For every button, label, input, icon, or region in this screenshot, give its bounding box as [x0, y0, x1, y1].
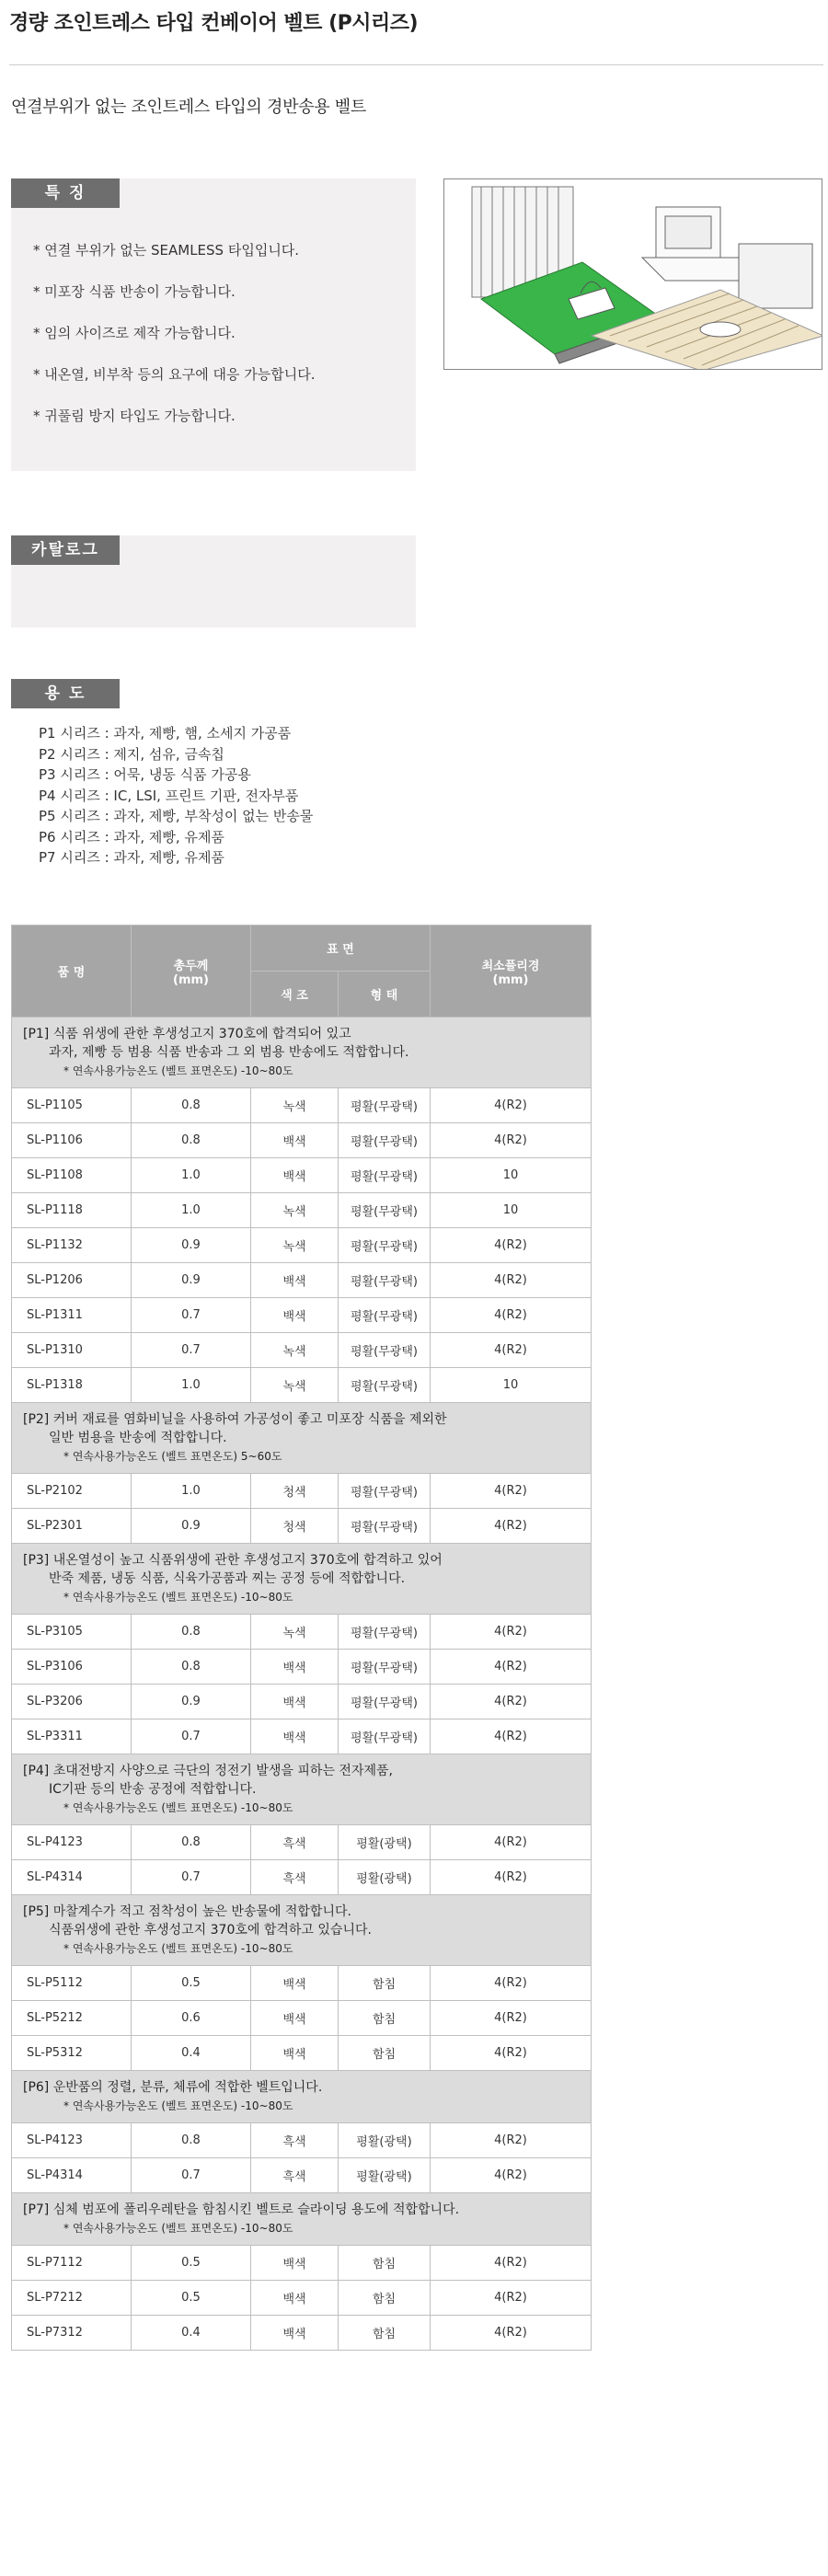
- table-row: [12, 1650, 592, 1685]
- series-description-line: [P5] 마찰계수가 적고 점착성이 높은 반송물에 적합합니다.: [23, 1904, 351, 1919]
- cell-color: 백색: [251, 1685, 339, 1719]
- cell-shape: 평활(광택): [339, 2158, 431, 2193]
- cell-model: SL-P3206: [12, 1685, 132, 1719]
- usage-item: P4 시리즈 : IC, LSI, 프린트 기판, 전자부품: [39, 787, 299, 804]
- series-temperature-note: * 연속사용가능온도 (벨트 표면온도) -10~80도: [63, 1801, 293, 1814]
- table-row: [12, 1474, 592, 1509]
- series-temperature-note: * 연속사용가능온도 (벨트 표면온도) -10~80도: [63, 1064, 293, 1077]
- cell-pulley: 4(R2): [431, 2036, 592, 2071]
- cell-pulley: 4(R2): [431, 1263, 592, 1298]
- feature-item: * 귀풀림 방지 타입도 가능합니다.: [33, 408, 236, 424]
- cell-shape: 평활(무광택): [339, 1615, 431, 1650]
- cell-model: SL-P1206: [12, 1263, 132, 1298]
- cell-shape: 평활(광택): [339, 1825, 431, 1860]
- table-row: [12, 2001, 592, 2036]
- series-description: [12, 1754, 592, 1825]
- series-temperature-note: * 연속사용가능온도 (벨트 표면온도) -10~80도: [63, 2222, 293, 2235]
- cell-shape: 평활(무광택): [339, 1228, 431, 1263]
- cell-shape: 평활(무광택): [339, 1263, 431, 1298]
- cell-shape: 함침: [339, 2316, 431, 2351]
- feature-item: * 연결 부위가 없는 SEAMLESS 타입입니다.: [33, 242, 300, 259]
- cell-thickness: 0.9: [132, 1685, 251, 1719]
- cell-pulley: 4(R2): [431, 1474, 592, 1509]
- title-divider: [9, 64, 823, 65]
- cell-pulley: 4(R2): [431, 2316, 592, 2351]
- series-description-line: 일반 범용을 반송에 적합합니다.: [49, 1431, 227, 1445]
- cell-model: SL-P3105: [12, 1615, 132, 1650]
- cell-color: 청색: [251, 1474, 339, 1509]
- series-group-header: [12, 2193, 592, 2246]
- usage-item: P7 시리즈 : 과자, 제빵, 유제품: [39, 849, 224, 866]
- series-group-header: [12, 1018, 592, 1088]
- series-description: [12, 1018, 592, 1088]
- header-surface: 표 면: [251, 926, 431, 972]
- cell-color: 흑색: [251, 1825, 339, 1860]
- cell-model: SL-P4314: [12, 2158, 132, 2193]
- cell-shape: 평활(무광택): [339, 1158, 431, 1193]
- cell-thickness: 0.8: [132, 1615, 251, 1650]
- cell-color: 백색: [251, 2036, 339, 2071]
- cell-model: SL-P5212: [12, 2001, 132, 2036]
- table-row: [12, 1333, 592, 1368]
- cell-color: 녹색: [251, 1228, 339, 1263]
- cell-pulley: 4(R2): [431, 1719, 592, 1754]
- cell-color: 흑색: [251, 1860, 339, 1895]
- series-temperature-note: * 연속사용가능온도 (벨트 표면온도) -10~80도: [63, 1591, 293, 1604]
- cell-shape: 평활(광택): [339, 2123, 431, 2158]
- feature-item: * 미포장 식품 반송이 가능합니다.: [33, 283, 236, 300]
- series-description: [12, 2071, 592, 2123]
- cell-pulley: 4(R2): [431, 1088, 592, 1123]
- cell-thickness: 0.9: [132, 1263, 251, 1298]
- catalog-tab[interactable]: 카탈로그: [11, 535, 120, 565]
- cell-thickness: 0.8: [132, 2123, 251, 2158]
- cell-model: SL-P4123: [12, 1825, 132, 1860]
- series-description-line: IC기판 등의 반송 공정에 적합합니다.: [49, 1782, 257, 1797]
- cell-thickness: 0.7: [132, 1719, 251, 1754]
- cell-color: 백색: [251, 1298, 339, 1333]
- series-description-line: [P2] 커버 재료를 염화비닐을 사용하여 가공성이 좋고 미포장 식품을 제외한: [23, 1412, 447, 1427]
- header-shape: 형 태: [339, 972, 431, 1018]
- cell-shape: 평활(무광택): [339, 1509, 431, 1544]
- cell-model: SL-P1105: [12, 1088, 132, 1123]
- cell-model: SL-P1132: [12, 1228, 132, 1263]
- series-group-header: [12, 2071, 592, 2123]
- table-row: [12, 1263, 592, 1298]
- cell-thickness: 0.7: [132, 1333, 251, 1368]
- cell-color: 녹색: [251, 1368, 339, 1403]
- series-description-line: [P7] 심체 범포에 폴리우레탄을 함침시킨 벨트로 슬라이딩 용도에 적합합니다.: [23, 2202, 460, 2217]
- cell-thickness: 0.5: [132, 1966, 251, 2001]
- cell-thickness: 0.5: [132, 2281, 251, 2316]
- series-group-header: [12, 1544, 592, 1615]
- table-row: [12, 2246, 592, 2281]
- table-row: [12, 1615, 592, 1650]
- cell-thickness: 0.7: [132, 2158, 251, 2193]
- cell-pulley: 4(R2): [431, 1685, 592, 1719]
- cell-color: 녹색: [251, 1333, 339, 1368]
- usage-item: P6 시리즈 : 과자, 제빵, 유제품: [39, 828, 224, 845]
- cell-color: 백색: [251, 1123, 339, 1158]
- cell-color: 청색: [251, 1509, 339, 1544]
- series-description: [12, 1895, 592, 1966]
- cell-shape: 함침: [339, 2246, 431, 2281]
- series-description-line: 식품위생에 관한 후생성고지 370호에 합격하고 있습니다.: [49, 1923, 372, 1938]
- cell-model: SL-P3311: [12, 1719, 132, 1754]
- cell-shape: 평활(무광택): [339, 1123, 431, 1158]
- cell-model: SL-P7112: [12, 2246, 132, 2281]
- cell-pulley: 4(R2): [431, 2158, 592, 2193]
- cell-thickness: 0.7: [132, 1298, 251, 1333]
- features-tab: 특 징: [11, 178, 120, 208]
- cell-pulley: 4(R2): [431, 1650, 592, 1685]
- usage-item: P1 시리즈 : 과자, 제빵, 햄, 소세지 가공품: [39, 725, 292, 742]
- cell-color: 흑색: [251, 2158, 339, 2193]
- header-thickness: 총두께 (mm): [132, 926, 251, 1018]
- feature-item: * 임의 사이즈로 제작 가능합니다.: [33, 325, 236, 341]
- cell-shape: 함침: [339, 2001, 431, 2036]
- cell-model: SL-P5312: [12, 2036, 132, 2071]
- cell-color: 녹색: [251, 1193, 339, 1228]
- cell-color: 백색: [251, 1719, 339, 1754]
- series-description-line: [P4] 초대전방지 사양으로 극단의 정전기 발생을 피하는 전자제품,: [23, 1764, 393, 1778]
- cell-color: 녹색: [251, 1088, 339, 1123]
- cell-pulley: 10: [431, 1193, 592, 1228]
- table-row: [12, 2123, 592, 2158]
- cell-color: 흑색: [251, 2123, 339, 2158]
- cell-thickness: 0.8: [132, 1825, 251, 1860]
- cell-thickness: 0.5: [132, 2246, 251, 2281]
- cell-shape: 평활(무광택): [339, 1088, 431, 1123]
- cell-model: SL-P2301: [12, 1509, 132, 1544]
- cell-pulley: 4(R2): [431, 2001, 592, 2036]
- cell-pulley: 4(R2): [431, 1333, 592, 1368]
- table-row: [12, 1193, 592, 1228]
- table-row: [12, 1860, 592, 1895]
- cell-thickness: 0.4: [132, 2316, 251, 2351]
- table-row: [12, 1158, 592, 1193]
- header-color: 색 조: [251, 972, 339, 1018]
- table-row: [12, 1719, 592, 1754]
- cell-shape: 평활(무광택): [339, 1650, 431, 1685]
- cell-thickness: 0.8: [132, 1650, 251, 1685]
- cell-model: SL-P1106: [12, 1123, 132, 1158]
- features-list: [33, 241, 315, 448]
- usage-tab: 용 도: [11, 679, 120, 708]
- cell-color: 백색: [251, 2281, 339, 2316]
- cell-color: 백색: [251, 2001, 339, 2036]
- cell-shape: 평활(무광택): [339, 1193, 431, 1228]
- series-description: [12, 1403, 592, 1474]
- cell-shape: 함침: [339, 2281, 431, 2316]
- cell-model: SL-P4123: [12, 2123, 132, 2158]
- cell-color: 백색: [251, 1158, 339, 1193]
- usage-list: [39, 723, 313, 868]
- cell-model: SL-P1118: [12, 1193, 132, 1228]
- cell-color: 백색: [251, 2316, 339, 2351]
- series-description-line: [P3] 내온열성이 높고 식품위생에 관한 후생성고지 370호에 합격하고 있어: [23, 1553, 443, 1568]
- cell-model: SL-P3106: [12, 1650, 132, 1685]
- series-temperature-note: * 연속사용가능온도 (벨트 표면온도) 5~60도: [63, 1450, 282, 1463]
- cell-shape: 평활(무광택): [339, 1368, 431, 1403]
- cell-model: SL-P1311: [12, 1298, 132, 1333]
- page-title: 경량 조인트레스 타입 컨베이어 벨트 (P시리즈): [9, 12, 419, 35]
- page-subtitle: 연결부위가 없는 조인트레스 타입의 경반송용 벨트: [11, 98, 366, 117]
- series-temperature-note: * 연속사용가능온도 (벨트 표면온도) -10~80도: [63, 1942, 293, 1955]
- cell-pulley: 4(R2): [431, 2281, 592, 2316]
- cell-shape: 평활(무광택): [339, 1333, 431, 1368]
- table-row: [12, 2316, 592, 2351]
- cell-pulley: 4(R2): [431, 1123, 592, 1158]
- cell-color: 백색: [251, 1263, 339, 1298]
- series-description-line: [P6] 운반품의 정렬, 분류, 체류에 적합한 벨트입니다.: [23, 2080, 323, 2095]
- cell-shape: 함침: [339, 2036, 431, 2071]
- cell-thickness: 0.8: [132, 1123, 251, 1158]
- series-description: [12, 1544, 592, 1615]
- cell-shape: 평활(무광택): [339, 1719, 431, 1754]
- series-description-line: 반죽 제품, 냉동 식품, 식육가공품과 찌는 공정 등에 적합합니다.: [49, 1571, 406, 1586]
- spec-table-body: [12, 1018, 592, 2351]
- cell-pulley: 4(R2): [431, 1298, 592, 1333]
- cell-thickness: 1.0: [132, 1158, 251, 1193]
- spec-table: [11, 925, 592, 2351]
- cell-shape: 평활(무광택): [339, 1298, 431, 1333]
- cell-thickness: 0.6: [132, 2001, 251, 2036]
- cell-pulley: 4(R2): [431, 1228, 592, 1263]
- cell-color: 녹색: [251, 1615, 339, 1650]
- usage-item: P2 시리즈 : 제지, 섬유, 금속칩: [39, 745, 224, 763]
- cell-pulley: 4(R2): [431, 2246, 592, 2281]
- series-description-line: [P1] 식품 위생에 관한 후생성고지 370호에 합격되어 있고: [23, 1027, 351, 1041]
- cell-shape: 평활(무광택): [339, 1685, 431, 1719]
- series-group-header: [12, 1754, 592, 1825]
- cell-color: 백색: [251, 1966, 339, 2001]
- cell-pulley: 4(R2): [431, 1615, 592, 1650]
- cell-thickness: 1.0: [132, 1368, 251, 1403]
- cell-thickness: 0.8: [132, 1088, 251, 1123]
- cell-color: 백색: [251, 2246, 339, 2281]
- table-row: [12, 2158, 592, 2193]
- usage-item: P5 시리즈 : 과자, 제빵, 부착성이 없는 반송물: [39, 808, 314, 824]
- table-row: [12, 2036, 592, 2071]
- cell-shape: 평활(무광택): [339, 1474, 431, 1509]
- cell-thickness: 0.9: [132, 1228, 251, 1263]
- cell-model: SL-P1108: [12, 1158, 132, 1193]
- table-row: [12, 1298, 592, 1333]
- cell-model: SL-P2102: [12, 1474, 132, 1509]
- usage-item: P3 시리즈 : 어묵, 냉동 식품 가공용: [39, 766, 251, 783]
- cell-pulley: 4(R2): [431, 1509, 592, 1544]
- cell-model: SL-P4314: [12, 1860, 132, 1895]
- cell-model: SL-P1310: [12, 1333, 132, 1368]
- cell-model: SL-P7312: [12, 2316, 132, 2351]
- cell-model: SL-P1318: [12, 1368, 132, 1403]
- cell-thickness: 1.0: [132, 1193, 251, 1228]
- cell-model: SL-P7212: [12, 2281, 132, 2316]
- table-row: [12, 1966, 592, 2001]
- cell-thickness: 1.0: [132, 1474, 251, 1509]
- cell-pulley: 10: [431, 1158, 592, 1193]
- series-description-line: 과자, 제빵 등 범용 식품 반송과 그 외 범용 반송에도 적합합니다.: [49, 1045, 409, 1060]
- series-group-header: [12, 1895, 592, 1966]
- header-model: 품 명: [12, 926, 132, 1018]
- conveyor-illustration: [443, 178, 822, 370]
- series-group-header: [12, 1403, 592, 1474]
- table-row: [12, 1123, 592, 1158]
- cell-model: SL-P5112: [12, 1966, 132, 2001]
- cell-pulley: 4(R2): [431, 1825, 592, 1860]
- feature-item: * 내온열, 비부착 등의 요구에 대응 가능합니다.: [33, 366, 316, 383]
- conveyor-drawing: [444, 179, 822, 370]
- cell-pulley: 4(R2): [431, 1860, 592, 1895]
- cell-color: 백색: [251, 1650, 339, 1685]
- series-temperature-note: * 연속사용가능온도 (벨트 표면온도) -10~80도: [63, 2099, 293, 2112]
- series-description: [12, 2193, 592, 2246]
- table-row: [12, 1509, 592, 1544]
- table-row: [12, 1368, 592, 1403]
- cell-thickness: 0.4: [132, 2036, 251, 2071]
- table-row: [12, 2281, 592, 2316]
- table-row: [12, 1088, 592, 1123]
- cell-thickness: 0.9: [132, 1509, 251, 1544]
- cell-shape: 함침: [339, 1966, 431, 2001]
- table-row: [12, 1228, 592, 1263]
- cell-shape: 평활(광택): [339, 1860, 431, 1895]
- cell-thickness: 0.7: [132, 1860, 251, 1895]
- table-row: [12, 1825, 592, 1860]
- cell-pulley: 4(R2): [431, 2123, 592, 2158]
- table-row: [12, 1685, 592, 1719]
- cell-pulley: 10: [431, 1368, 592, 1403]
- cell-pulley: 4(R2): [431, 1966, 592, 2001]
- header-pulley: 최소풀리경 (mm): [431, 926, 592, 1018]
